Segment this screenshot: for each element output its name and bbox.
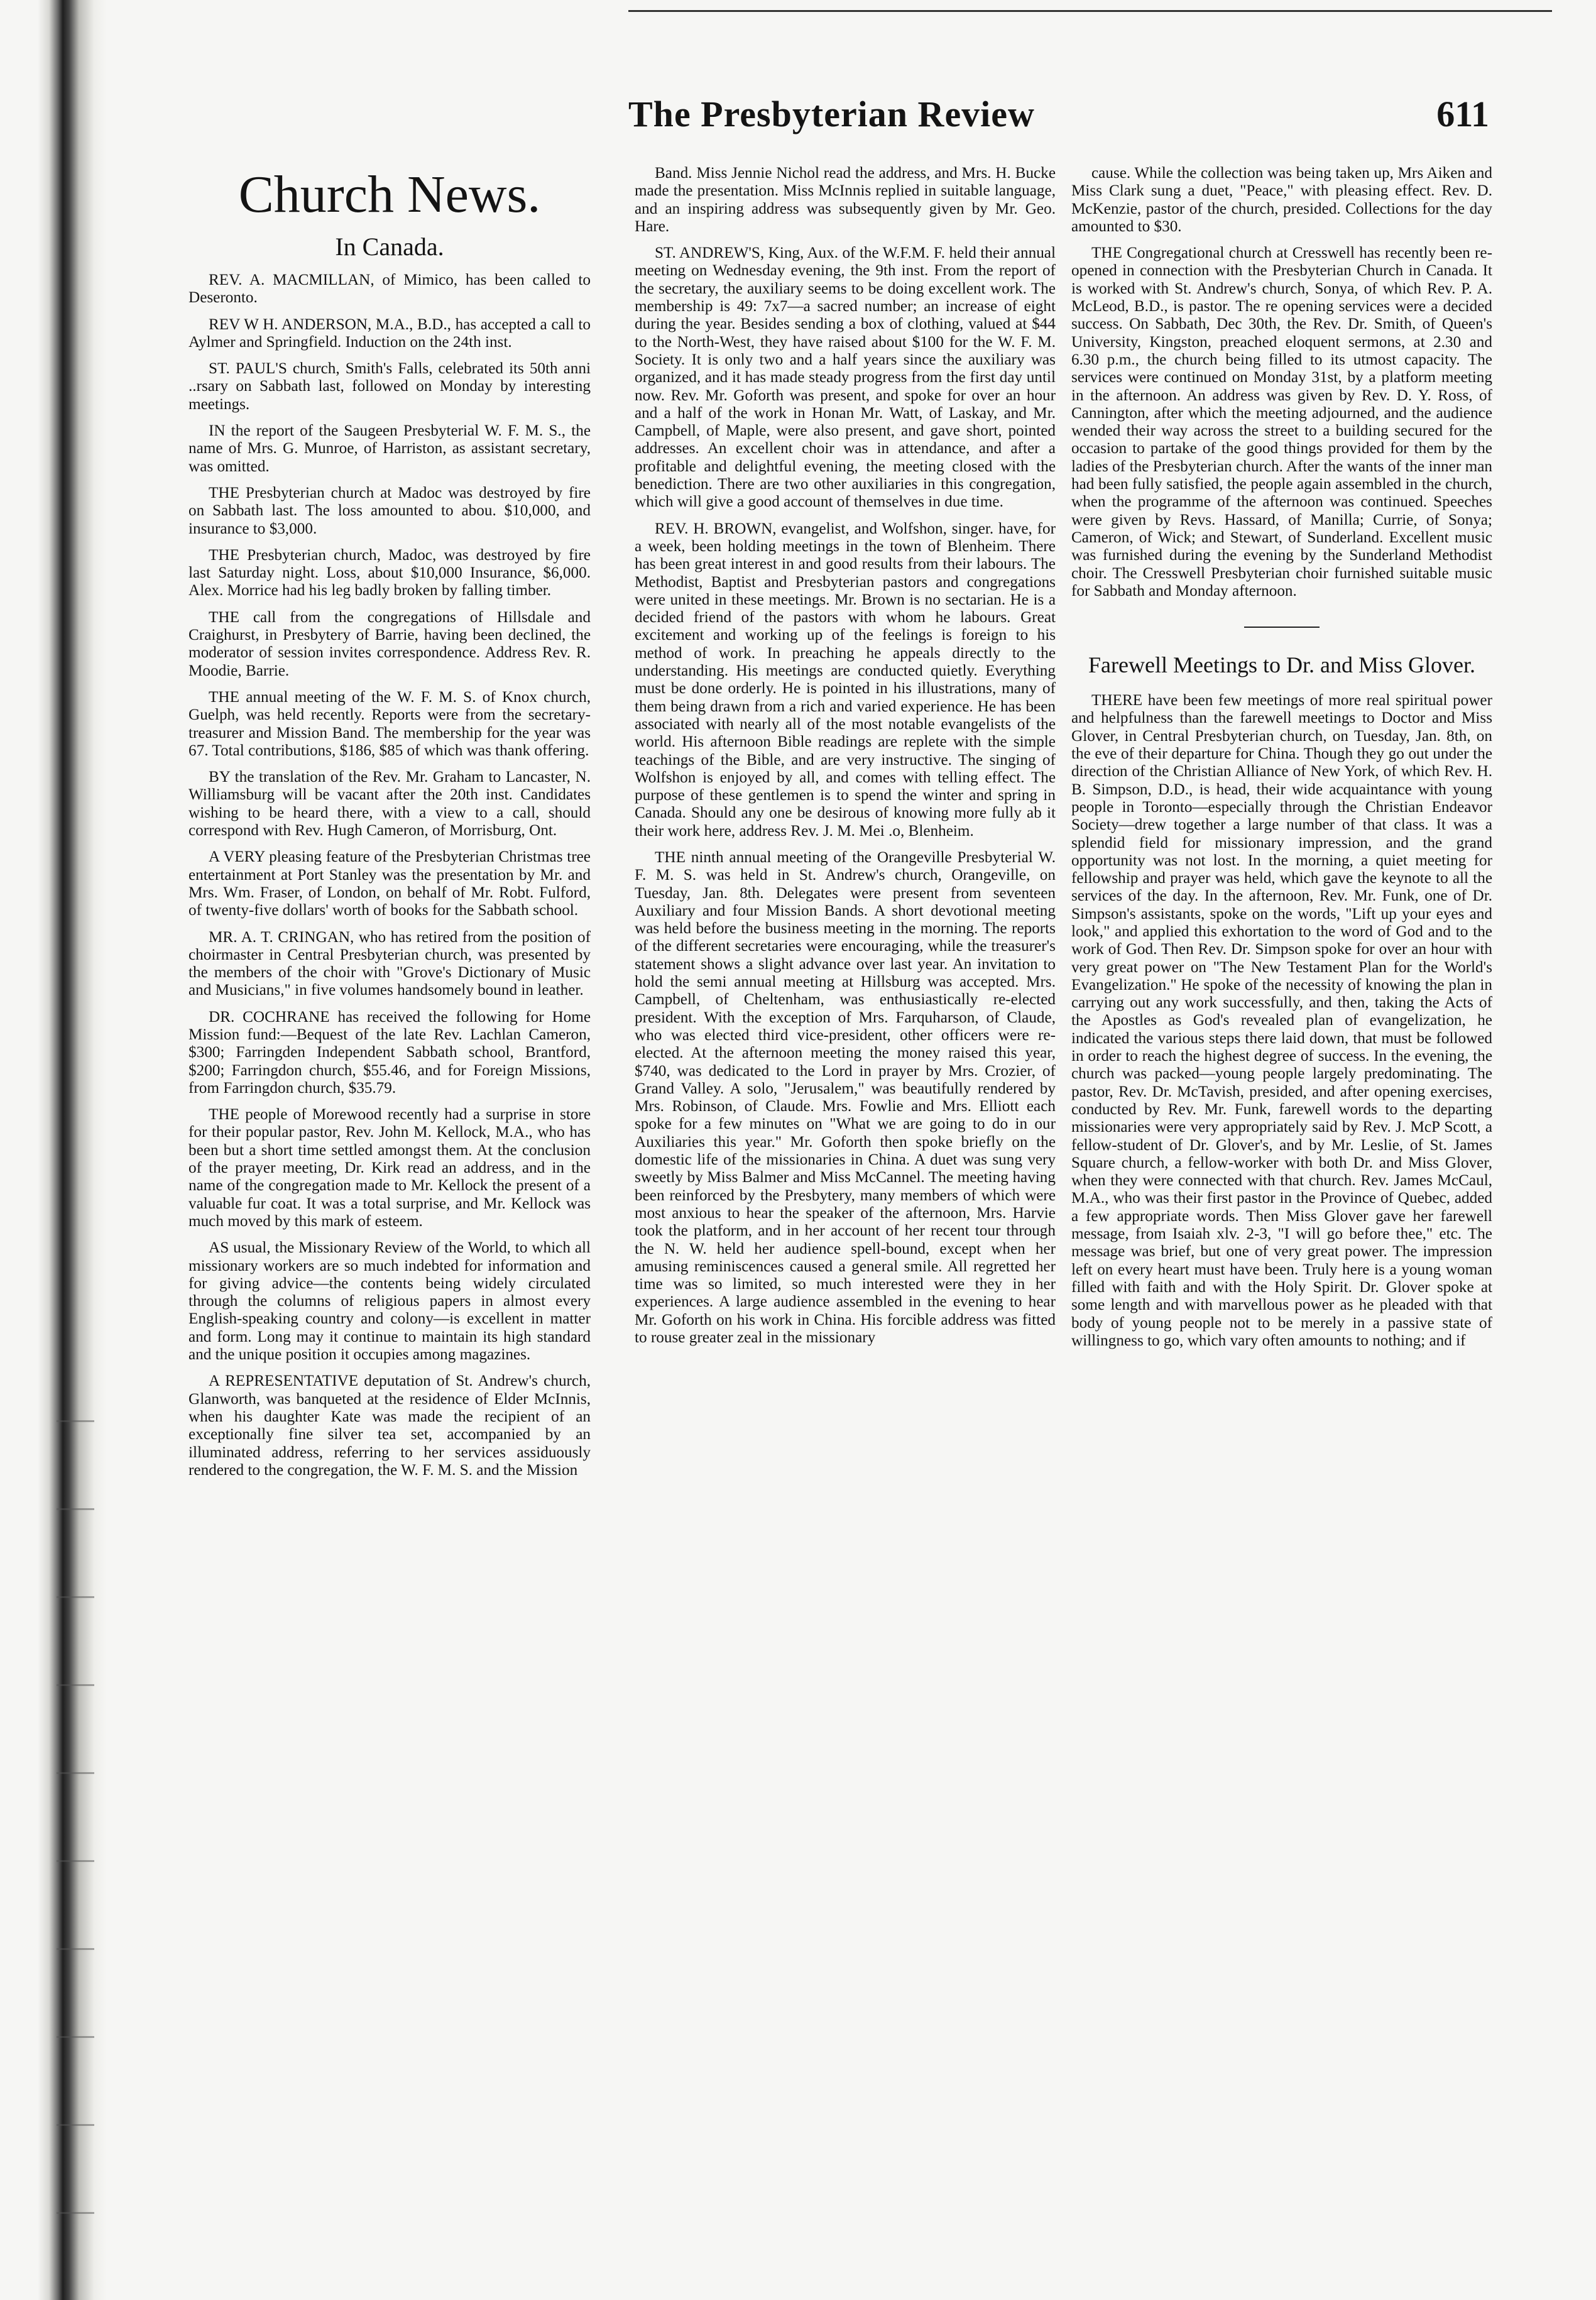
column-2 [635,165,1056,1355]
news-paragraph: A VERY pleasing feature of the Presbyterian Christmas tree entertainment at Port Stanley was the presentation by Mr. and Mrs. Wm. Fraser, of London, on behalf of Mr. Robt. Fulford, of twenty-five dollars' worth of books for the Sabbath school. [189,848,591,919]
news-paragraph: BY the translation of the Rev. Mr. Graham to Lancaster, N. Williamsburg will be vacant after the 20th inst. Candidates wishing to be heard there, with a view to a call, should correspond with Rev. Hugh Cameron, of Morrisburg, Ont. [189,769,591,840]
news-paragraph: Band. Miss Jennie Nichol read the address, and Mrs. H. Bucke made the presentation. Miss McInnis replied in suitable language, and an inspiring address was subsequently given by Mr. Geo. Hare. [635,165,1056,235]
news-paragraph: REV W H. ANDERSON, M.A., B.D., has accepted a call to Aylmer and Springfield. Induction on the 24th inst. [189,315,591,351]
section-divider [1244,627,1320,628]
news-paragraph: THE Presbyterian church, Madoc, was destroyed by fire last Saturday night. Loss, about $10,000 Insurance, $6,000. Alex. Morrice had his leg badly broken by falling timber. [189,546,591,600]
news-paragraph: THERE have been few meetings of more real spiritual power and helpfulness than the farewell meetings to Doctor and Miss Glover, in Central Presbyterian church, on Tuesday, Jan. 8th, on the eve of their departure for China. Though they go out under the direction of the Christian Alliance of New York, of which Rev. H. B. Simpson, D.D., is head, their wide acquaintance with young people in Toronto—especially through the Christian Endeavor Society—drew together a large number of that class. It was a splendid field for missionary impression, and the grand opportunity was not lost. In the morning, a quiet meeting for fellowship and prayer was held, which gave the keynote to all the services of the day. In the afternoon, Rev. Mr. Funk, one of Dr. Simpson's assistants, spoke on the words, "Lift up your eyes and look," and applied this exhortation to the word of God and to the work of God. Then Rev. Dr. Simpson spoke for over an hour with very great power on "The New Testament Plan for the World's Evangelization." He spoke of the necessity of knowing the plan in carrying out any work successfully, and then, taking the Acts of the Apostles as God's revealed plan of evangelization, he indicated the various steps there laid down, that must be followed in order to reach the highest degree of success. In the evening, the church was packed—young people largely predominating. The pastor, Rev. Dr. McTavish, presided, and after opening exercises, conducted by Rev. Mr. Funk, farewell words to the departing missionaries were very appropriately said by Rev. J. McP Scott, a fellow-student of Dr. Glover's, and by Mr. Leslie, of St. James Square church, a fellow-worker with both Dr. and Miss Glover, when they were connected with that church. Rev. James McCaul, M.A., who was their first pastor in the Province of Quebec, added a few appropriate words. Then Miss Glover gave her farewell message, from Isaiah xlv. 2-3, "I will go before thee," etc. The message was brief, but one of very great power. The impression left on every heart must have been. Truly here is a young woman filled with faith and with the Holy Spirit. Dr. Glover spoke at some length and with marvellous power as he pleaded with that body of young people not to be merely in a passive state of willingness to go, which vary often amounts to nothing; and if [1071,692,1492,1349]
column-3 [1071,165,1492,1359]
section-subtitle: In Canada. [335,233,444,261]
news-paragraph: MR. A. T. CRINGAN, who has retired from the position of choirmaster in Central Presbyterian church, was presented by the members of the choir with "Grove's Dictionary of Music and Musicians," in five volumes handsomely bound in leather. [189,928,591,999]
news-paragraph: THE call from the congregations of Hillsdale and Craighurst, in Presbytery of Barrie, having been declined, the moderator of session invites correspondence. Address Rev. R. Moodie, Barrie. [189,608,591,679]
column-1-paragraphs [189,271,591,1479]
page-header [628,93,1489,143]
news-paragraph: REV. A. MACMILLAN, of Mimico, has been called to Deseronto. [189,271,591,307]
news-paragraph: DR. COCHRANE has received the following for Home Mission fund:—Bequest of the late Rev. Lachlan Cameron, $300; Farringden Independent Sabbath school, Brantford, $200; Farringdon church, $55.46, and for Foreign Missions, from Farringdon church, $35.79. [189,1008,591,1097]
news-paragraph: IN the report of the Saugeen Presbyterial W. F. M. S., the name of Mrs. G. Munroe, of Harriston, as assistant secretary, was omitted. [189,422,591,475]
news-paragraph: THE Congregational church at Cresswell has recently been re-opened in connection with the Presbyterian Church in Canada. It is worked with St. Andrew's church, Sonya, of which Rev. P. A. McLeod, B.D., is pastor. The re opening services were a decided success. On Sabbath, Dec 30th, the Rev. Dr. Smith, of Queen's University, Kingston, preached eloquent sermons, at 2.30 and 6.30 p.m., the church being filled to its utmost capacity. The services were continued on Monday 31st, by a platform meeting in the afternoon. An address was given by Rev. D. Y. Ross, of Cannington, after which the meeting adjourned, and the audience wended their way across the street to a building secured for the occasion to partake of the good things provided for them by the ladies of the Presbyterian church. After the wants of the inner man had been fully satisfied, the people again assembled in the church, when the programme of the afternoon was continued. Speeches were given by Revs. Hassard, of Manilla; Currie, of Sonya; Cameron, of Wick; and Stewart, of Sunderland. Excellent music was furnished during the evening by the Sunderland Methodist choir. The Cresswell Presbyterian choir furnished suitable music for Sabbath and Monday afternoon. [1071,244,1492,600]
column-1 [189,165,591,1488]
news-paragraph: AS usual, the Missionary Review of the World, to which all missionary workers are so much indebted for information and for giving advice—the contents being widely circulated through the columns of religious papers in almost every English-speaking country and colony—is excellent in matter and form. Long may it continue to maintain its high standard and the unique position it occupies among magazines. [189,1239,591,1364]
news-paragraph: THE people of Morewood recently had a surprise in store for their popular pastor, Rev. John M. Kellock, M.A., who has been but a short time settled amongst them. At the conclusion of the prayer meeting, Dr. Kirk read an address, and in the name of the congregation made to Mr. Kellock the present of a valuable fur coat. It was a total surprise, and Mr. Kellock was much moved by this mark of esteem. [189,1106,591,1230]
news-paragraph: THE Presbyterian church at Madoc was destroyed by fire on Sabbath last. The loss amounted to abou. $10,000, and insurance to $3,000. [189,484,591,537]
page-number: 611 [1436,94,1489,134]
article-heading: Farewell Meetings to Dr. and Miss Glover. [1088,652,1475,678]
scan-artifact [57,1383,94,2262]
running-head: The Presbyterian Review [628,94,1035,134]
news-paragraph: THE ninth annual meeting of the Orangeville Presbyterial W. F. M. S. was held in St. Andrew's church, Orangeville, on Tuesday, Jan. 8th. Delegates were present from seventeen Auxiliary and four Mission Bands. A short devotional meeting was held before the business meeting in the morning. The reports of the different secretaries were encouraging, while the treasurer's statement shows a slight advance over last year. An invitation to hold the semi annual meeting at Hillsburg was accepted. Mrs. Campbell, of Cheltenham, was enthusiastically re-elected president. With the exception of Mrs. Farquharson, of Claude, who was elected third vice-president, other officers were re-elected. At the afternoon meeting the money raised this year, $740, was dedicated to the Lord in prayer by Mrs. Crozier, of Grand Valley. A solo, "Jerusalem," was beautifully rendered by Mrs. Robinson, of Claude. Mrs. Fowlie and Mrs. Elliott each spoke for a few minutes on "What we are going to do in our Auxiliaries this year." Mr. Goforth then spoke briefly on the domestic life of the missionaries in China. A duet was sung very sweetly by Miss Balmer and Miss McCannel. The meeting having been reinforced by the Presbytery, many members of which were most anxious to hear the speaker of the afternoon, Mrs. Harvie took the platform, and in her account of her recent tour through the N. W. held her audience spell-bound, except when her amusing reminiscences caused a general smile. All regretted her time was so limited, so much interested were they in her experiences. A large audience assembled in the evening to hear Mr. Goforth on his work in China. His forcible address was fitted to rouse greater zeal in the missionary [635,848,1056,1346]
news-paragraph: THE annual meeting of the W. F. M. S. of Knox church, Guelph, was held recently. Reports were from the secretary-treasurer and Mission Band. The membership for the year was 67. Total contributions, $186, $85 of which was thank offering. [189,688,591,759]
top-rule [628,10,1552,12]
news-paragraph: ST. PAUL'S church, Smith's Falls, celebrated its 50th anni ..rsary on Sabbath last, followed on Monday by interesting meetings. [189,360,591,413]
section-title: Church News. [238,165,541,224]
news-paragraph: A REPRESENTATIVE deputation of St. Andrew's church, Glanworth, was banqueted at the residence of Elder McInnis, when his daughter Kate was made the recipient of an exceptionally fine silver tea set, accompanied by an illuminated address, referring to her services assiduously rendered to the congregation, the W. F. M. S. and the Mission [189,1372,591,1479]
news-paragraph: REV. H. BROWN, evangelist, and Wolfshon, singer. have, for a week, been holding meetings in the town of Blenheim. There has been great interest in and good results from their labours. The Methodist, Baptist and Presbyterian pastors and congregations were united in these meetings. Mr. Brown is no sectarian. He is a decided friend of the pastors with whom he labours. Great excitement and working up of the feelings is foreign to his method of work. In preaching he appeals directly to the understanding. His meetings are conducted quietly. Everything must be done orderly. He is pointed in his illustrations, many of them being drawn from a rich and varied experience. He has been associated with nearly all of the most notable evangelists of the world. His afternoon Bible readings are replete with the simple teachings of the Bible, and are very instructive. The singing of Wolfshon is enjoyed by all, and comes with telling effect. The purpose of these gentlemen is to spend the winter and spring in Canada. Should any one be desirous of knowing more fully ab it their work here, address Rev. J. M. Mei .o, Blenheim. [635,520,1056,840]
news-paragraph: ST. ANDREW'S, King, Aux. of the W.F.M. F. held their annual meeting on Wednesday evening, the 9th inst. From the report of the secretary, the auxiliary seems to be doing excellent work. The membership is 49: 7x7—a sacred number; an increase of eight during the year. Besides sending a box of clothing, valued at $44 to the North-West, they have raised about $100 for the W. F. M. Society. It is only two and a half years since the auxiliary was organized, and it has made steady progress from the first day until now. Rev. Mr. Goforth was present, and spoke for over an hour and a half of the work in Honan Mr. Watt, of Laskay, and Mr. Campbell, of Maple, were also present, and gave short, pointed addresses. An excellent choir was in attendance, and after a profitable and delightful evening, the meeting closed with the benediction. There are two other auxiliaries in this congregation, which will give a good account of themselves in due time. [635,244,1056,511]
news-paragraph: cause. While the collection was being taken up, Mrs Aiken and Miss Clark sung a duet, "Peace," with pleasing effect. Rev. D. McKenzie, pastor of the church, presided. Collections for the day amounted to $30. [1071,165,1492,235]
